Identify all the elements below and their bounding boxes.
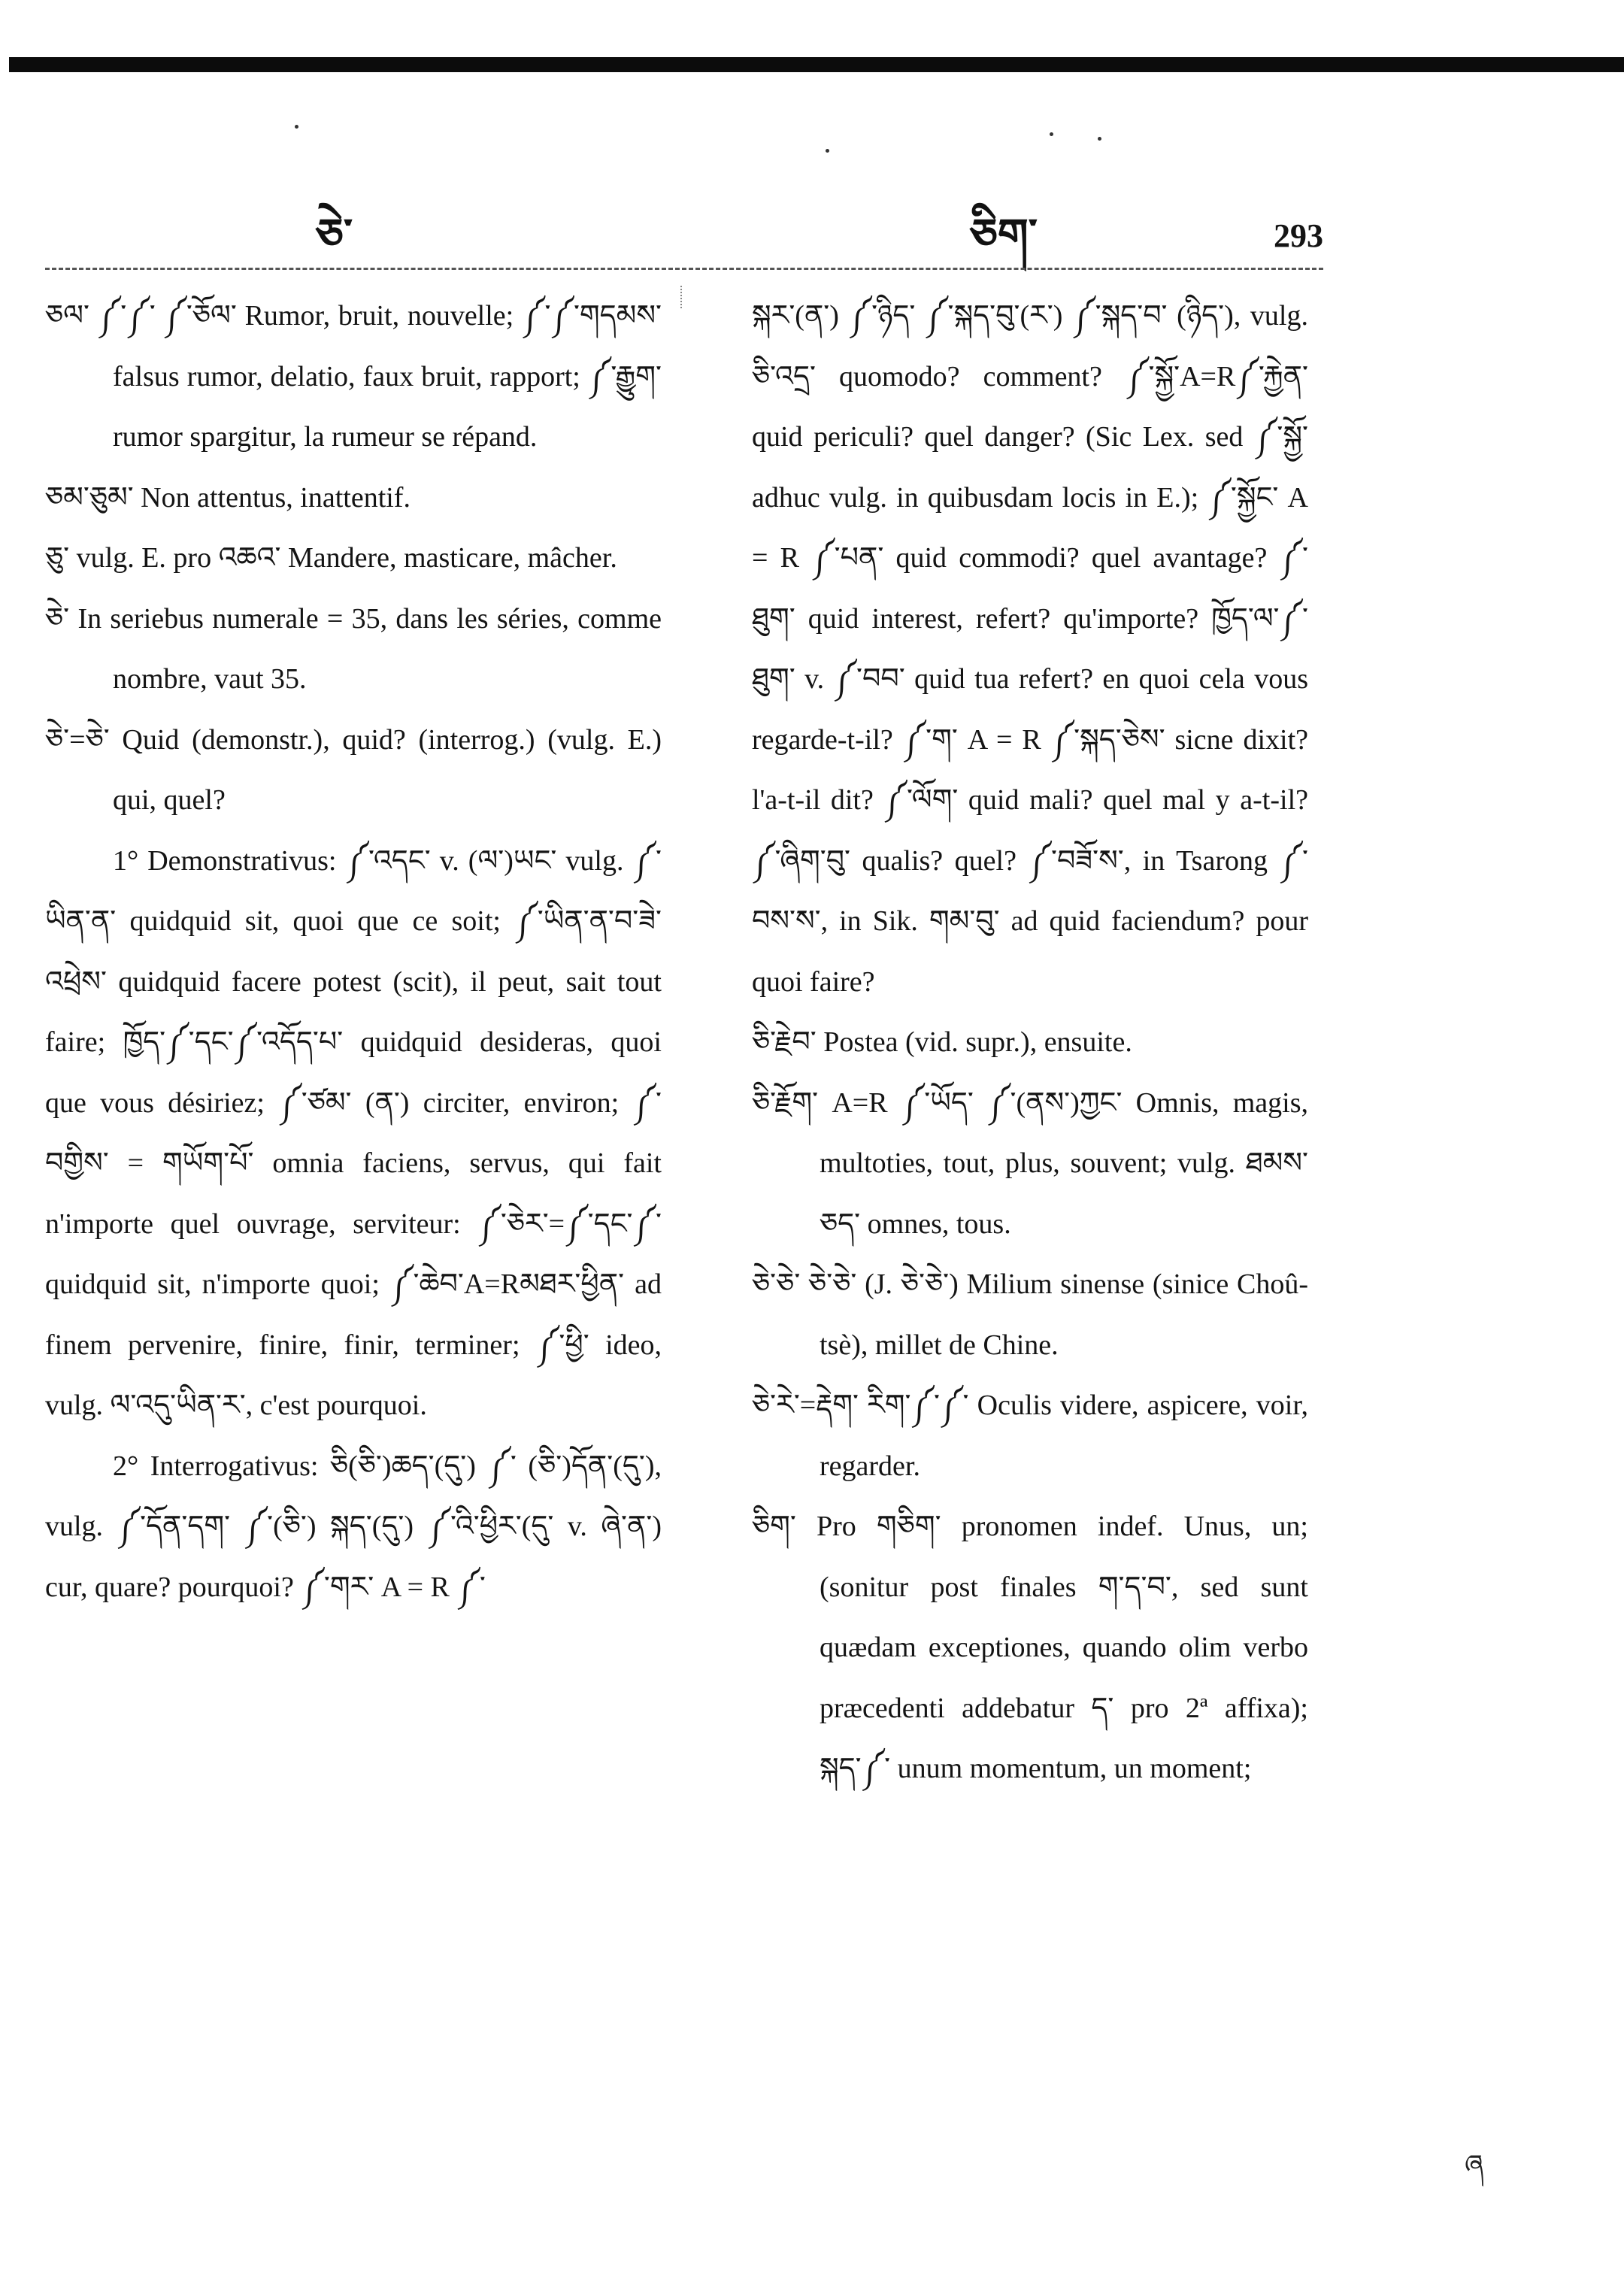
print-speck xyxy=(295,125,298,129)
entry-demonstrativus: 1° Demonstrativus: ༼་འདང་ v. (ལ་)ཡང་ vulg. ༼་ཡིན་ན་ quidquid sit, quoi que ce soit; ༼་ཡིན་ན་བ་ཟེ་འཕྲེས་ quidquid facere potest (scit), il peut, sait tout faire; ཁྱོད་༼་དང་༼་འདོད་པ་ quidquid desideras, quoi que vous désiriez; ༼་ཙམ་ (ན་) circiter, environ; ༼་བགྱིས་ = གཡོག་པོ་ omnia faciens, servus, qui fait n'importe quel ouvrage, serviteur: ༼་ཅེར་=༼་དང་༼་ quidquid sit, n'importe quoi; ༼་ཆེབ་A=Rམཐར་ཕྱིན་ ad finem pervenire, finire, finir, terminer; ༼་ཕྱི་ ideo, vulg. ལ་འདུ་ཡིན་ར་, c'est pourquoi. xyxy=(45,844,662,1421)
entry-cam-cum: ཅམ་ཅུམ་ Non attentus, inattentif. xyxy=(45,481,411,514)
entry-cal: ཅལ་ ༼་༼་ ༼་ཅོལ་ Rumor, bruit, nouvelle; ༼་༼་གདམས་ falsus rumor, delatio, faux bruit, rapport; ༼་རྒྱུག་ rumor spargitur, la rumeur se répand. xyxy=(45,300,662,453)
entry-interrogativus: 2° Interrogativus: ཅི(ཅི་)ཆད་(དུ་) ༼་ (ཅི་)དོན་(དུ་), vulg. ༼་དོན་དག་ ༼་(ཅི་) སྐད་(དུ་) ༼་འི་ཕྱིར་(དུ་ v. ཞེ་ན་) cur, quare? pourquoi? ༼་གར་ A = R ༼་ xyxy=(45,1450,662,1603)
right-headword: ཅིག་ xyxy=(970,209,1038,260)
page-number: 293 xyxy=(1274,217,1323,254)
entry-continued: སྐར་(ན་) ༼་ཉིད་ ༼་སྐད་བུ་(ར་) ༼་སྐད་བ་ (ཉིད་), vulg. ཅི་འདྲ་ quomodo? comment? ༼་སྐྱོ་A=R༼་རྐྱེན་ quid periculi? quel danger? (Sic Lex. sed ༼་སྐྱོ་ adhuc vulg. in quibusdam locis in E.); ༼་སྐྱོང་ A = R ༼་པན་ quid commodi? quel avantage? ༼་ཐུག་ quid interest, refert? qu'importe? ཁྱོད་ལ་༼་ཐུག་ v. ༼་བབ་ quid tua refert? en quoi cela vous regarde-t-il? ༼་ག་ A = R ༼་སྐད་ཅེས་ sicne dixit? l'a-t-il dit? ༼་ལོག་ quid mali? quel mal y a-t-il? ༼་ཞིག་བུ་ qualis? quel? ༼་བཟོ་ས་, in Tsarong ༼་བས་ས་, in Sik. གམ་བུ་ ad quid faciendum? pour quoi faire? xyxy=(752,300,1308,998)
header-rule xyxy=(45,268,1323,270)
print-speck xyxy=(826,149,829,153)
entry-ci-rjog: ཅི་རྗོག་ A=R ༼་ཡོད་ ༼་(ནས་)ཀྱང་ Omnis, magis, multoties, tout, plus, souvent; vulg. ཐམས་ཅད་ omnes, tous. xyxy=(752,1086,1308,1240)
entry-ce-quid: ཅེ་=ཅེ་ Quid (demonstr.), quid? (interrog.) (vulg. E.) qui, quel? xyxy=(45,723,662,816)
left-headword: ཅེ་ xyxy=(316,209,353,260)
corner-mark: ཞ xyxy=(1465,2150,1484,2180)
print-speck xyxy=(1050,132,1053,136)
entry-cig: ཅིག་ Pro གཅིག་ pronomen indef. Unus, un; (sonitur post finales ག་ད་བ་, sed sunt quædam exceptiones, quando olim verbo præcedenti addebatur ད་ pro 2ª affixa); སྐད་༼་ unum momentum, un moment; xyxy=(752,1511,1308,1784)
column-divider xyxy=(680,286,682,308)
right-column xyxy=(752,286,1308,1799)
entry-cu: ཅུ་ vulg. E. pro འཆའ་ Mandere, masticare, mâcher. xyxy=(45,542,617,574)
entry-ce-re: ཅེ་རེ་=རྡེག་ རིག་༼་༼་ Oculis videre, aspicere, voir, regarder. xyxy=(752,1390,1308,1482)
entry-ce-numeral: ཅེ་ In seriebus numerale = 35, dans les séries, comme nombre, vaut 35. xyxy=(45,602,662,695)
entry-ci-rjeb: ཅི་རྗེབ་ Postea (vid. supr.), ensuite. xyxy=(752,1026,1132,1058)
print-speck xyxy=(1098,137,1101,141)
entry-ce-ce: ཅེ་ཅེ་ ཅེ་ཅེ་ (J. ཅེ་ཅེ་) Milium sinense (sinice Choû-tsè), millet de Chine. xyxy=(752,1268,1308,1361)
top-rule xyxy=(9,57,1624,72)
left-column xyxy=(45,286,662,1617)
